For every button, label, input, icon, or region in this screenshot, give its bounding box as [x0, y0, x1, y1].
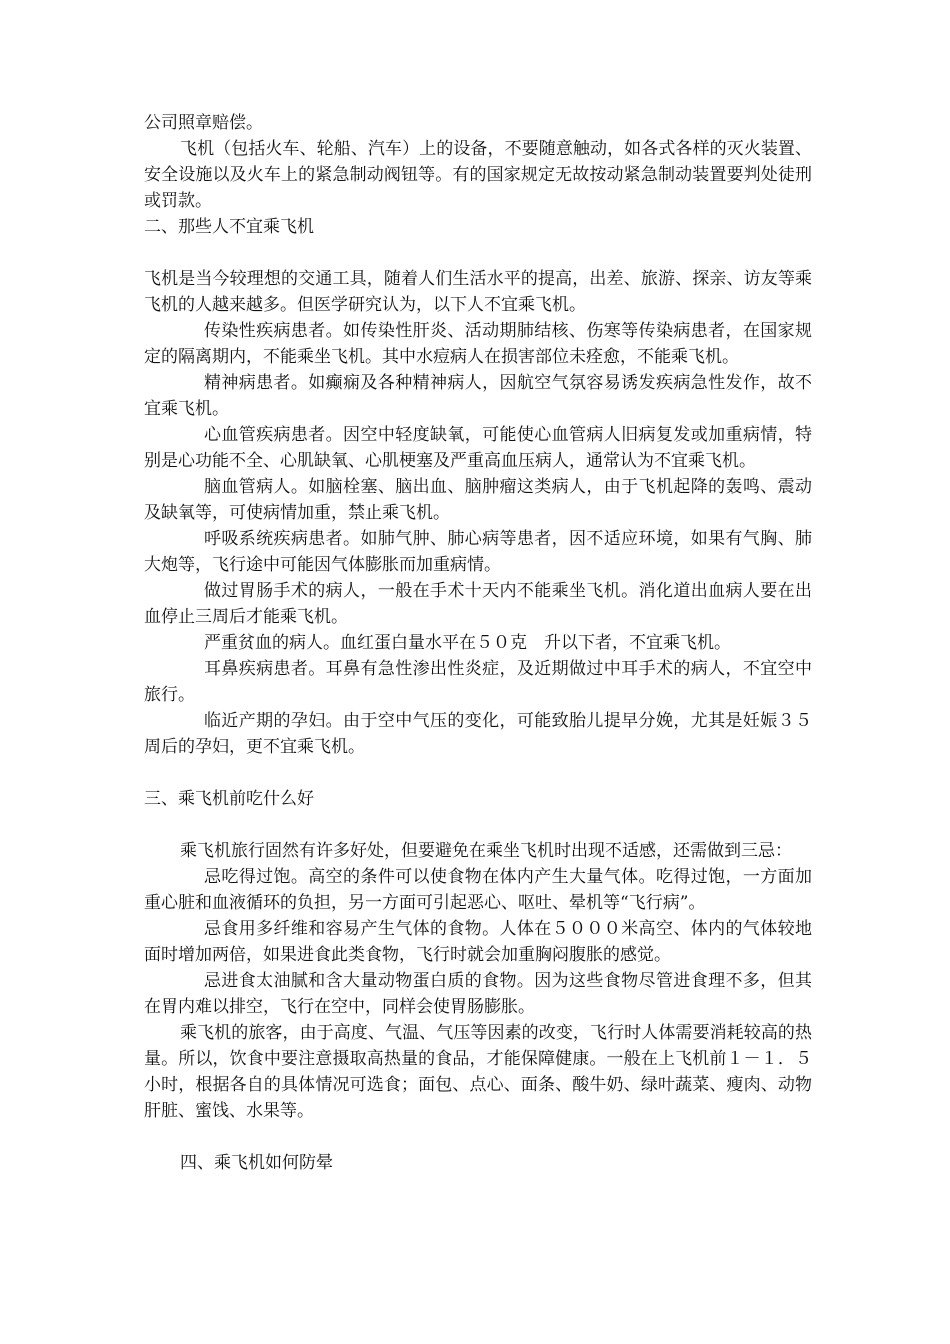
- section-heading-4: 四、乘飞机如何防晕: [180, 1153, 333, 1173]
- paragraph-infectious: 传染性疾病患者。如传染性肝炎、活动期肺结核、伤寒等传染病患者，在国家规定的隔离期内，不能乘坐飞机。其中水痘病人在损害部位未痊愈，不能乘飞机。: [144, 321, 812, 367]
- paragraph-energy: 乘飞机的旅客，由于高度、气温、气压等因素的改变，飞行时人体需要消耗较高的热量。所以，饮食中要注意摄取高热量的食品，才能保障健康。一般在上飞机前１－１．５小时，根据各自的具体情况可选食；面包、点心、面条、酸牛奶、绿叶蔬菜、瘦肉、动物肝脏、蜜饯、水果等。: [144, 1023, 812, 1121]
- paragraph-equipment: 飞机（包括火车、轮船、汽车）上的设备，不要随意触动，如各式各样的灭火装置、安全设施以及火车上的紧急制动阀钮等。有的国家规定无故按动紧急制动装置要判处徒刑或罚款。: [144, 139, 812, 211]
- paragraph-cerebro: 脑血管病人。如脑栓塞、脑出血、脑肿瘤这类病人，由于飞机起降的轰鸣、震动及缺氧等，可使病情加重，禁止乘飞机。: [144, 477, 812, 523]
- paragraph-ent: 耳鼻疾病患者。耳鼻有急性渗出性炎症，及近期做过中耳手术的病人，不宜空中旅行。: [144, 659, 812, 705]
- paragraph-taboo-2: 忌食用多纤维和容易产生气体的食物。人体在５０００米高空、体内的气体较地面时增加两倍，如果进食此类食物，飞行时就会加重胸闷腹胀的感觉。: [144, 919, 812, 965]
- paragraph-mental: 精神病患者。如癫痫及各种精神病人，因航空气氛容易诱发疾病急性发作，故不宜乘飞机。: [144, 373, 812, 419]
- paragraph-taboo-3: 忌进食太油腻和含大量动物蛋白质的食物。因为这些食物尽管进食理不多，但其在胃内难以排空，飞行在空中，同样会使胃肠膨胀。: [144, 971, 812, 1017]
- section-heading-3: 三、乘飞机前吃什么好: [144, 789, 314, 809]
- document-body: [144, 110, 812, 1176]
- paragraph-gastro: 做过胃肠手术的病人，一般在手术十天内不能乘坐飞机。消化道出血病人要在出血停止三周后才能乘飞机。: [144, 581, 812, 627]
- paragraph-continuation: 公司照章赔偿。: [144, 113, 263, 133]
- paragraph-respiratory: 呼吸系统疾病患者。如肺气肿、肺心病等患者，因不适应环境，如果有气胸、肺大炮等，飞行途中可能因气体膨胀而加重病情。: [144, 529, 812, 575]
- paragraph-pregnant: 临近产期的孕妇。由于空中气压的变化，可能致胎儿提早分娩，尤其是妊娠３５周后的孕妇，更不宜乘飞机。: [144, 711, 812, 757]
- blank-line: [144, 812, 812, 838]
- paragraph-taboo-1: 忌吃得过饱。高空的条件可以使食物在体内产生大量气体。吃得过饱，一方面加重心脏和血液循环的负担，另一方面可引起恶心、呕吐、晕机等“飞行病”。: [144, 867, 812, 913]
- paragraph-cardio: 心血管疾病患者。因空中轻度缺氧，可能使心血管病人旧病复发或加重病情，特别是心功能不全、心肌缺氧、心肌梗塞及严重高血压病人，通常认为不宜乘飞机。: [144, 425, 812, 471]
- blank-line: [144, 1124, 812, 1150]
- blank-line: [144, 760, 812, 786]
- paragraph-intro-3: 乘飞机旅行固然有许多好处，但要避免在乘坐飞机时出现不适感，还需做到三忌：: [180, 841, 792, 861]
- paragraph-anemia: 严重贫血的病人。血红蛋白量水平在５０克 升以下者，不宜乘飞机。: [204, 633, 731, 653]
- blank-line: [144, 240, 812, 266]
- section-heading-2: 二、那些人不宜乘飞机: [144, 217, 314, 237]
- paragraph-intro-2: 飞机是当今较理想的交通工具，随着人们生活水平的提高，出差、旅游、探亲、访友等乘飞机的人越来越多。但医学研究认为，以下人不宜乘飞机。: [144, 269, 812, 315]
